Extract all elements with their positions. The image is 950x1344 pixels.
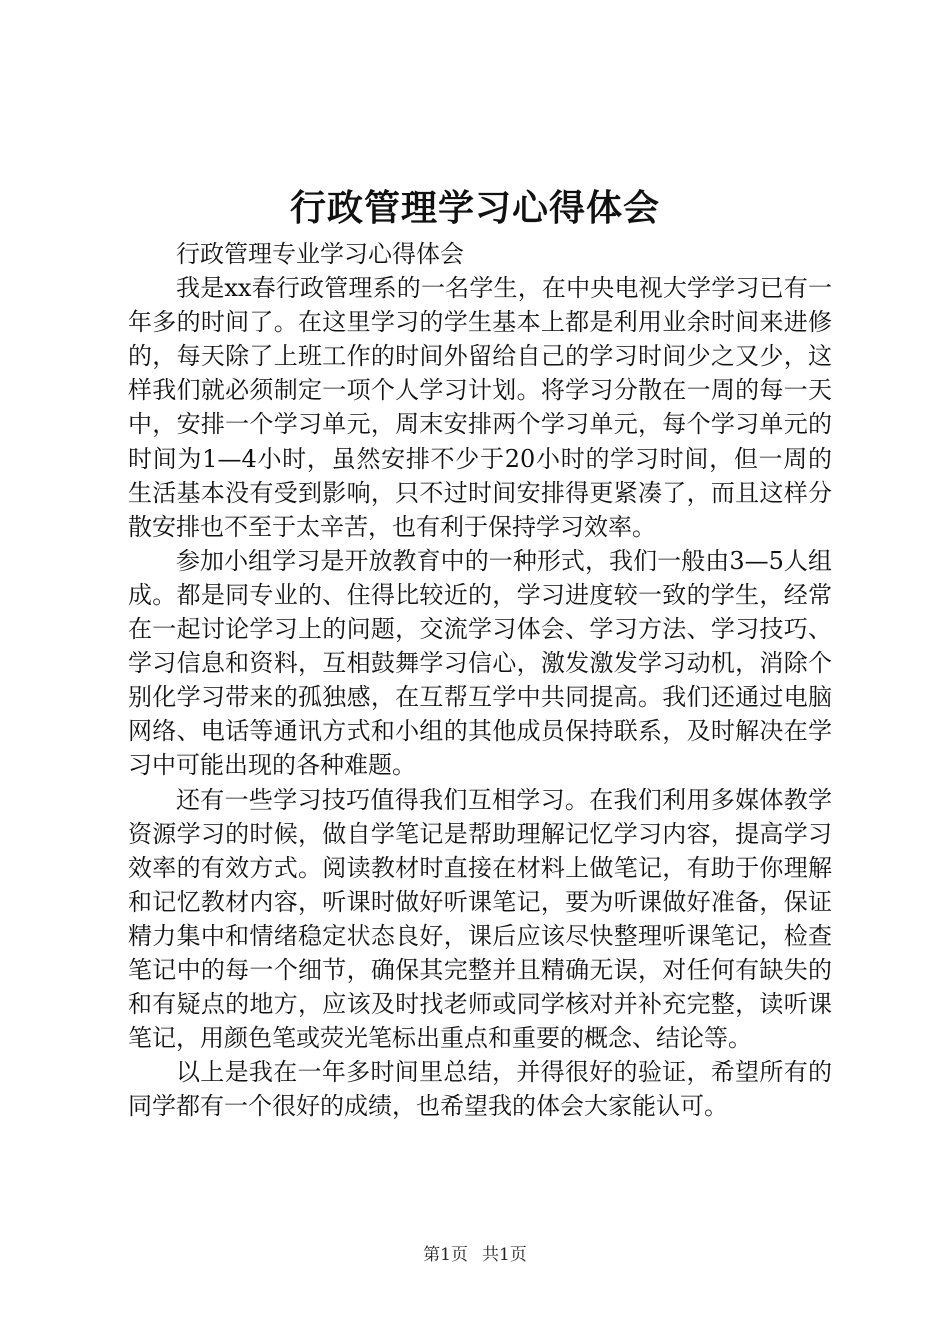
subtitle-paragraph: 行政管理专业学习心得体会 — [176, 240, 464, 268]
body-paragraph: 以上是我在一年多时间里总结，并得很好的验证，希望所有的同学都有一个很好的成绩，也希望我的体会大家能认可。 — [128, 1058, 832, 1121]
body-paragraph: 我是xx春行政管理系的一名学生，在中央电视大学学习已有一年多的时间了。在这里学习的学生基本上都是利用业余时间来进修的，每天除了上班工作的时间外留给自己的学习时间少之又少，这样我们就必须制定一项个人学习计划。将学习分散在一周的每一天中，安排一个学习单元，周末安排两个学习单元，每个学习单元的时间为1—4小时，虽然安排不少于20小时的学习时间，但一周的生活基本没有受到影响，只不过时间安排得更紧凑了，而且这样分散安排也不至于太辛苦，也有利于保持学习效率。 — [128, 274, 832, 541]
document-body — [128, 237, 832, 1123]
page-total: 共1页 — [482, 1245, 527, 1265]
document-title: 行政管理学习心得体会 — [289, 187, 660, 229]
body-paragraph: 参加小组学习是开放教育中的一种形式，我们一般由3—5人组成。都是同专业的、住得比较近的，学习进度较一致的学生，经常在一起讨论学习上的问题，交流学习体会、学习方法、学习技巧、学习信息和资料，互相鼓舞学习信心，激发激发学习动机，消除个别化学习带来的孤独感，在互帮互学中共同提高。我们还通过电脑网络、电话等通讯方式和小组的其他成员保持联系，及时解决在学习中可能出现的各种难题。 — [128, 546, 832, 780]
page-number: 第1页 — [423, 1245, 468, 1265]
body-paragraph: 还有一些学习技巧值得我们互相学习。在我们利用多媒体教学资源学习的时候，做自学笔记是帮助理解记忆学习内容，提高学习效率的有效方式。阅读教材时直接在材料上做笔记，有助于你理解和记忆教材内容，听课时做好听课笔记，要为听课做好准备，保证精力集中和情绪稳定状态良好，课后应该尽快整理听课笔记，检查笔记中的每一个细节，确保其完整并且精确无误，对任何有缺失的和有疑点的地方，应该及时找老师或同学核对并补充完整，读听课笔记，用颜色笔或荧光笔标出重点和重要的概念、结论等。 — [128, 785, 832, 1053]
page-footer — [0, 1244, 950, 1266]
